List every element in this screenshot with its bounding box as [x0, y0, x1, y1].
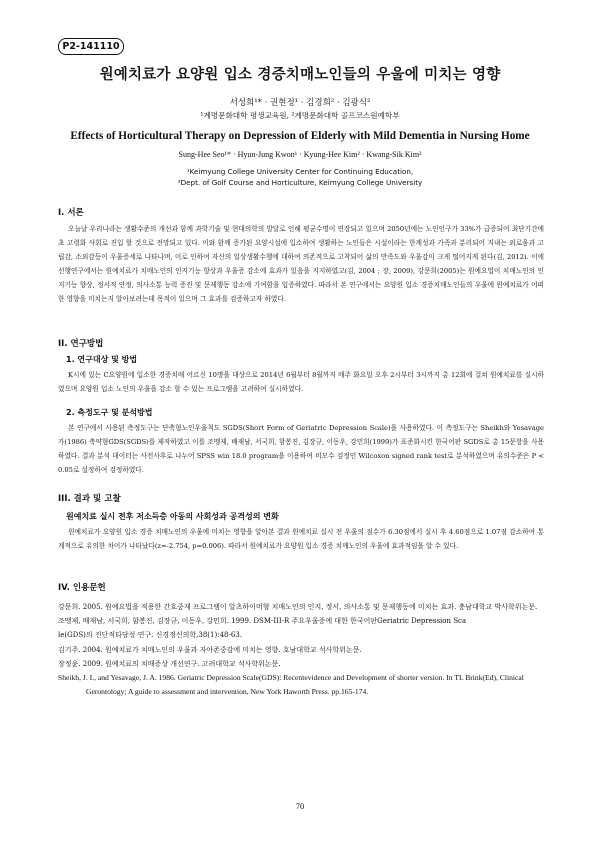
- poster-id-badge: P2-141110: [58, 38, 124, 55]
- korean-title: 원예치료가 요양원 입소 경증치매노인들의 우울에 미치는 영향: [99, 66, 501, 83]
- english-affiliations: [0, 166, 600, 188]
- section-heading-methods: II. 연구방법: [58, 339, 104, 349]
- reference-item: 장정윤. 2009. 원예치료의 치매증상 개선연구. 고려대학교 석사학위논문.: [58, 659, 281, 668]
- reference-item: 조맹제, 배재남, 서국희, 함봉진, 김장규, 이동우, 강민희. 1999. DSM-III-R 주요우울증에 대한 한국어판Geriatric Depression Sca: [58, 617, 467, 626]
- results-paragraph: 원예치료가 요양원 입소 경증 치매노인의 우울에 미치는 영향을 알아본 결과 원예치료 실시 전 우울의 점수가 6.30점에서 실시 후 4.60점으로 1.07점 감소하여 통계적으로 유의한 차이가 나타났다(z=-2.754, p=0.006). 따라서 원예치료가 요양원 입소 경증 치매노인의 우울에 효과적임을 알 수 있다.: [58, 528, 544, 551]
- english-title: Effects of Horticultural Therapy on Depression of Elderly with Mild Dementia in Nursing Home: [70, 130, 530, 142]
- reference-item: le(GDS)의 진단적타당성 연구. 신경정신의학,38(1):48-63.: [58, 631, 242, 640]
- reference-item: 강문희. 2005. 원예요법을 적용한 간호중재 프로그램이 알츠하이머형 치매노인의 인지, 정서, 의사소통 및 문제행동에 미치는 효과. 충남대학교 박사학위논문.: [58, 603, 538, 611]
- section-heading-references: IV. 인용문헌: [58, 583, 106, 593]
- page-number: 70: [295, 801, 305, 811]
- reference-list: [58, 600, 544, 699]
- subsection-heading-tools: 2. 측정도구 및 분석방법: [66, 408, 153, 417]
- reference-item: 김기주. 2004. 원예치료가 치매노인의 우울과 자아존중감에 미치는 영향. 호남대학교 석사학위논문.: [58, 645, 362, 654]
- korean-affiliations: ¹계명문화대학 평생교육원, ²계명문화대학 골프코스원예학부: [200, 111, 400, 120]
- english-authors: Sung-Hee Seo¹* · Hyun-Jung Kwon¹ · Kyung-Hee Kim² · Kwang-Sik Kim²: [178, 150, 422, 159]
- section-heading-results: III. 결과 및 고찰: [58, 494, 121, 504]
- intro-paragraph: 오늘날 우리나라는 생활수준의 개선과 함께 과학기술 및 현대의학의 발달로 인해 평균수명이 연장되고 있으며 2050년에는 노인인구가 33%가 급증되어 최단기간에 초 고령화 사회로 진입 할 것으로 전망되고 있다. 이와 함께 증가된 요양시설에 입소하여 생활하는 노인들은 시설이라는 한계성과 가족과 분리되어 지내는 외로움과 고립감, 소외감등이 우울증세로 나타나며, 이로 인하여 자신의 일상생활수행에 대하여 의존적으로 고착되어 삶의 만족도와 우울감이 크게 떨어지게 된다(김, 2012). 이에 선행연구에서는 원예치료가 치매노인의 인지기능 향상과 우울증 감소에 효과가 있음을 지지하였고(김, 2004 ; 장, 2009), 강문희(2005)는 원예요법이 치매노인의 인지기능 향상, 정서적 안정, 의사소통 능력 증진 및 문제행동 감소에 기여함을 입증하였다. 따라서 본 연구에서는 요양원 입소 경증치매노인들의 우울에 원예치료가 어떠한 영향을 미치는지 알아보려는데 목적이 있으며 그 효과를 검증하고자 하였다.: [58, 225, 544, 304]
- section-heading-intro: I. 서론: [58, 208, 84, 218]
- reference-item: Sheikh, J. I., and Yesavage, J. A. 1986. Geriatric Depression Scale(GDS): Recentevidence and Development of shorter version. In TL Brink(Ed), Clinical Gerontology; A guide to assessment and intervention, New York Haworth Press. pp.165-174.: [58, 673, 524, 697]
- subsection-heading-results: 원예치료 실시 전후 저소득층 아동의 사회성과 공격성의 변화: [66, 512, 279, 521]
- affiliation-line: ¹Keimyung College University Center for Continuing Education,: [186, 167, 414, 176]
- tools-paragraph: 본 연구에서 사용된 측정도구는 단축형노인우울척도 SGDS(Short Form of Geriatric Depression Scale)을 사용하였다. 이 측정도구는 Sheikh와 Yesavage가(1986) 축약형GDS(SGDS)를 제작하였고 이를 조맹제, 배재남, 서국희, 함봉진, 김장규, 이동우, 강민희(1999)가 표준화시킨 한국어판 SGDS로 총 15문항을 사용하였다. 결과 분석 데이터는 사전사후로 나누어 SPSS win 18.0 program을 이용하여 비모수 검정인 Wilcoxon signed rank test로 분석하였으며 유의수준은 P < 0.05로 설정하여 검정하였다.: [58, 424, 544, 475]
- subsection-heading-subjects: 1. 연구대상 및 방법: [66, 355, 138, 364]
- subjects-paragraph: K시에 있는 C요양원에 입소한 경증치매 어르신 10명을 대상으로 2014년 6월부터 8월까지 매주 화요일 오후 2시부터 3시까지 총 12회에 걸쳐 원예치료를 실시하였으며 요양원 입소 노인의 우울을 감소 할 수 있는 프로그램을 고려하여 실시하였다.: [58, 371, 544, 394]
- affiliation-line: ²Dept. of Golf Course and Horticulture, Keimyung College University: [177, 178, 423, 187]
- korean-authors: 서성희¹* · 권현정¹ · 김경희² · 김광식²: [229, 98, 371, 108]
